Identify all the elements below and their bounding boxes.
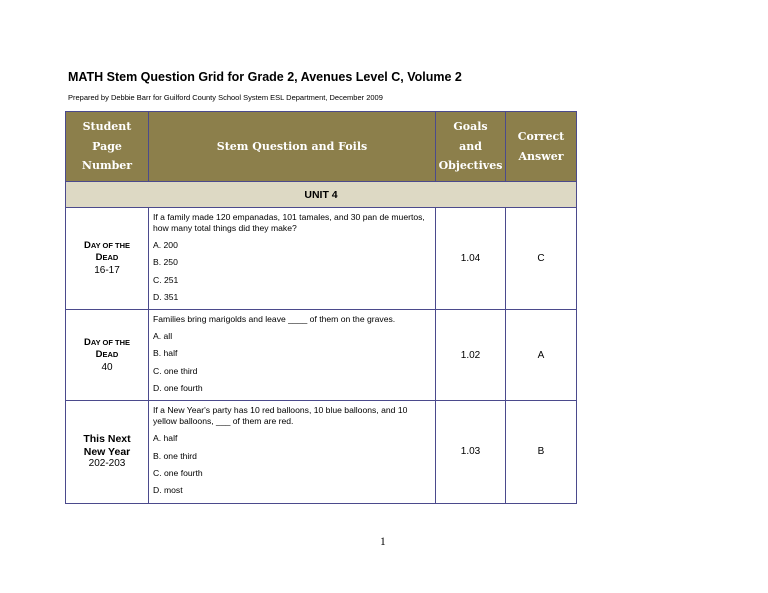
page-label-line: DAY OF THE bbox=[83, 336, 131, 348]
page-range: 40 bbox=[101, 361, 113, 373]
answer-option: D. one fourth bbox=[153, 383, 203, 394]
stem-question-cell bbox=[149, 208, 436, 310]
document-title: MATH Stem Question Grid for Grade 2, Avenues Level C, Volume 2 bbox=[68, 70, 462, 84]
answer-option: B. one third bbox=[153, 450, 197, 461]
stem-question-cell bbox=[149, 310, 436, 401]
stem-question-cell bbox=[149, 401, 436, 503]
stem-text: If a family made 120 empanadas, 101 tamales, and 30 pan de muertos, how many total things did they make? bbox=[153, 212, 425, 233]
answer-option: A. 200 bbox=[153, 240, 178, 250]
header-goals-line: Goals bbox=[453, 120, 488, 134]
answer-option: A. half bbox=[153, 433, 178, 444]
page-label-line: DAY OF THE bbox=[83, 239, 131, 251]
page-label-line: DEAD bbox=[95, 349, 119, 361]
header-stem-question: Stem Question and Foils bbox=[149, 112, 436, 182]
answer-cell: A bbox=[506, 310, 577, 401]
page-range: 16-17 bbox=[94, 264, 120, 276]
answer-option: C. one third bbox=[153, 365, 198, 376]
header-student-page-line: Page bbox=[92, 139, 122, 153]
answer-option: C. one fourth bbox=[153, 467, 203, 478]
answer-option: D. 351 bbox=[153, 291, 179, 302]
header-student-page-line: Number bbox=[81, 159, 133, 173]
page-label-line: This Next bbox=[83, 433, 131, 446]
header-goals-objectives bbox=[436, 112, 506, 182]
student-page-cell bbox=[66, 401, 149, 503]
header-row bbox=[66, 112, 577, 182]
answer-option: A. all bbox=[153, 331, 173, 342]
question-grid-table bbox=[65, 111, 577, 504]
page-label-line: DEAD bbox=[95, 252, 119, 264]
unit-label: UNIT 4 bbox=[66, 182, 577, 208]
stem-text: Families bring marigolds and leave ____ of them on the graves. bbox=[153, 314, 396, 325]
page-number: 1 bbox=[380, 536, 386, 548]
answer-cell: C bbox=[506, 208, 577, 310]
header-correct-answer bbox=[506, 112, 577, 182]
header-goals-line: and bbox=[459, 139, 482, 153]
student-page-cell bbox=[66, 310, 149, 401]
page-range: 202-203 bbox=[88, 458, 126, 470]
table-row bbox=[66, 401, 577, 503]
header-student-page bbox=[66, 112, 149, 182]
unit-row bbox=[66, 182, 577, 208]
goal-cell: 1.02 bbox=[436, 310, 506, 401]
answer-option: B. 250 bbox=[153, 257, 178, 268]
answer-option: C. 251 bbox=[153, 274, 179, 285]
answer-option: D. most bbox=[153, 485, 183, 496]
header-goals-line: Objectives bbox=[438, 159, 503, 173]
header-student-page-line: Student bbox=[82, 120, 132, 134]
goal-cell: 1.03 bbox=[436, 401, 506, 503]
goal-cell: 1.04 bbox=[436, 208, 506, 310]
header-answer-line: Correct bbox=[517, 130, 565, 143]
table-row bbox=[66, 208, 577, 310]
stem-text: If a New Year's party has 10 red balloons, 10 blue balloons, and 10 yellow balloons, ___ of them are red. bbox=[153, 405, 408, 427]
page-label-line: New Year bbox=[83, 445, 131, 458]
answer-cell: B bbox=[506, 401, 577, 503]
table-row bbox=[66, 310, 577, 401]
header-answer-line: Answer bbox=[518, 149, 564, 163]
answer-option: B. half bbox=[153, 348, 178, 359]
document-subtitle: Prepared by Debbie Barr for Guilford County School System ESL Department, December 2009 bbox=[68, 93, 383, 102]
student-page-cell bbox=[66, 208, 149, 310]
